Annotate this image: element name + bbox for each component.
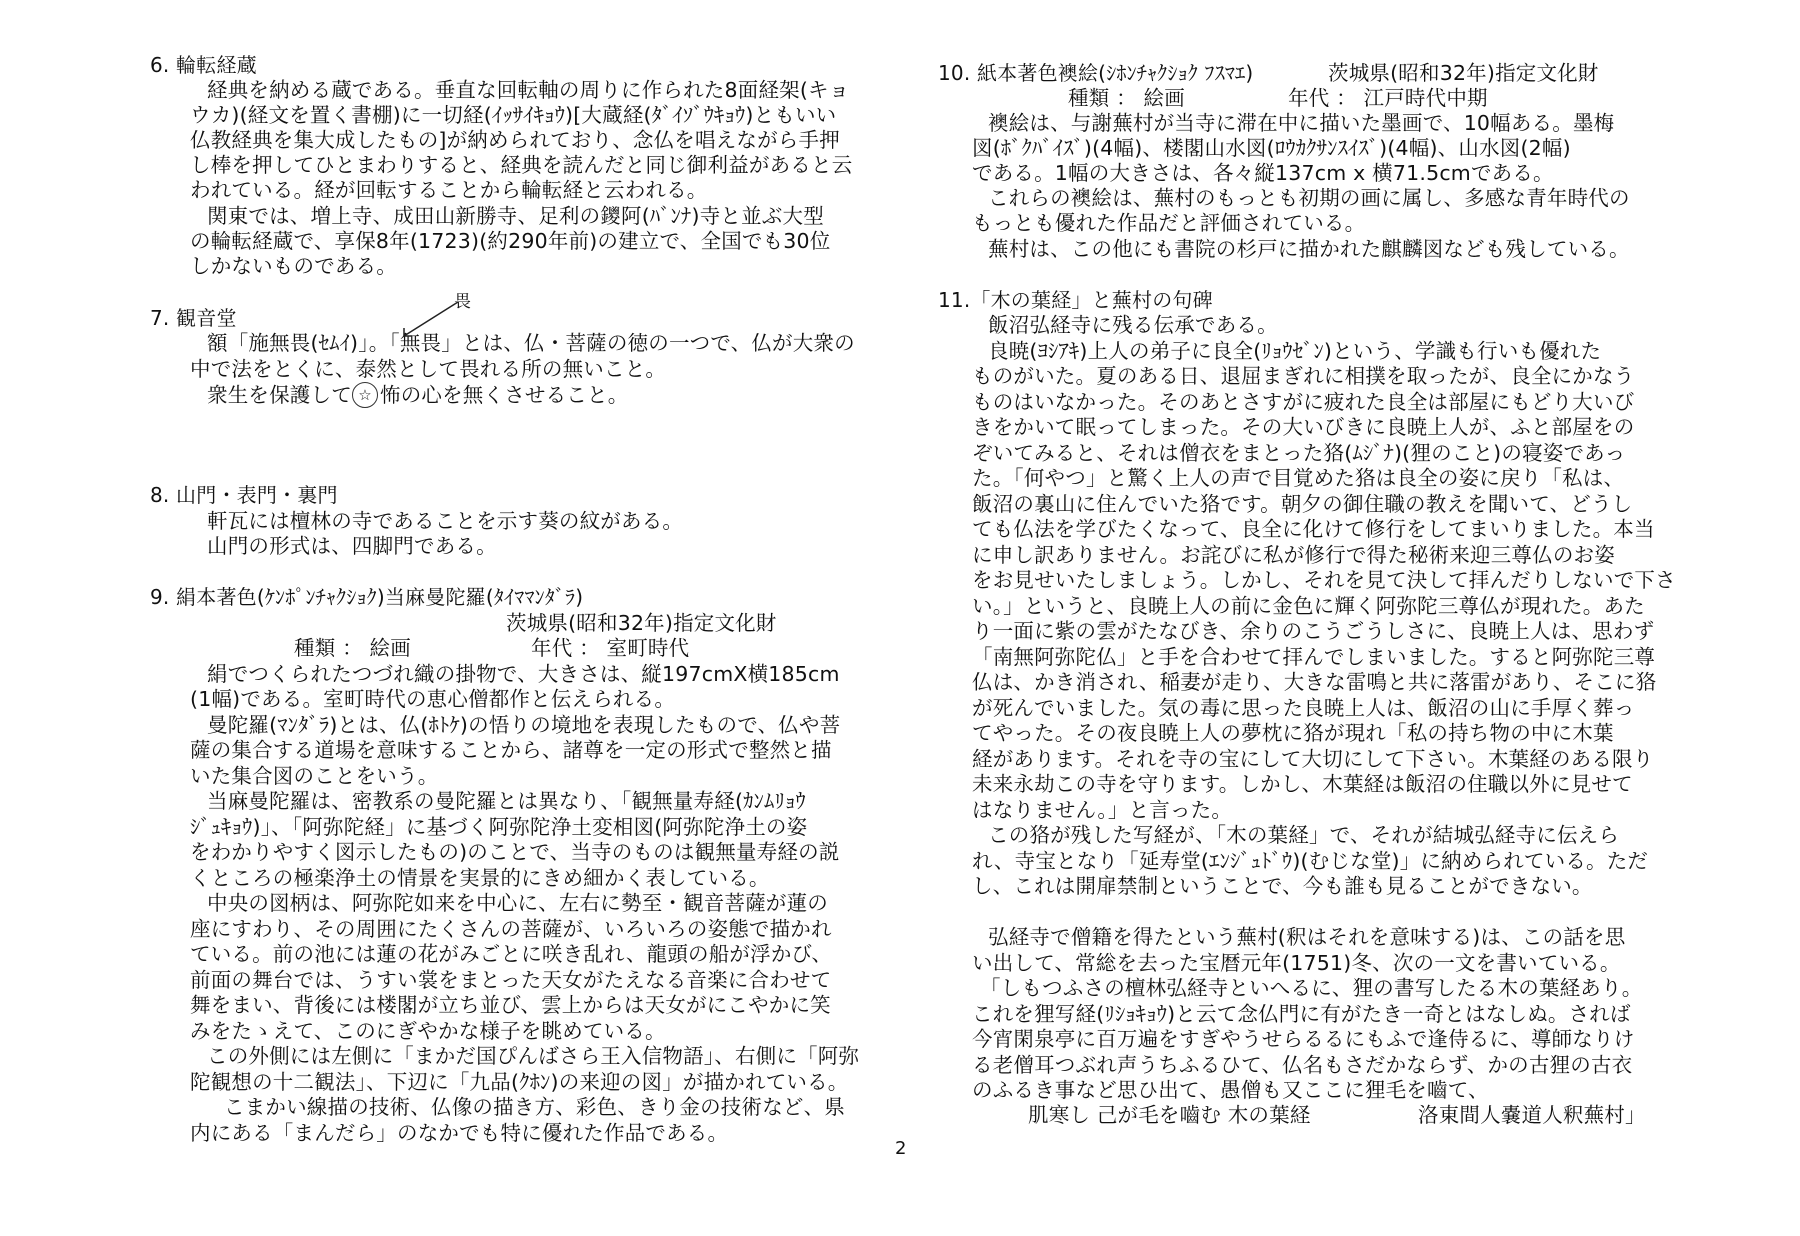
text-line: ものがいた。夏のある日、退屈まぎれに相撲を取ったが、良全にかなう xyxy=(972,364,1635,388)
text-line: 内にある「まんだら」のなかでも特に優れた作品である。 xyxy=(190,1121,729,1145)
text-line: 陀観想の十二観法」、下辺に「九品(ｸﾎﾝ)の来迎の図」が描かれている。 xyxy=(190,1070,849,1094)
text-line: 未来永劫この寺を守ります。しかし、木葉経は飯沼の住職以外に見せて xyxy=(972,772,1633,796)
text-line: し棒を押してひとまわりすると、経典を読んだと同じ御利益があると云 xyxy=(190,153,853,177)
text-line: ものはいなかった。そのあとさすがに疲れた良全は部屋にもどり大いび xyxy=(972,390,1635,414)
text-line: 中で法をとくに、泰然として畏れる所の無いこと。 xyxy=(190,357,667,381)
text-line: 薩の集合する道場を意味することから、諸尊を一定の形式で整然と描 xyxy=(190,738,832,762)
text-line: に申し訳ありません。お詫びに私が修行で得た秘術来迎三尊仏のお姿 xyxy=(972,543,1615,567)
designation-line: 茨城県(昭和32年)指定文化財 xyxy=(1328,61,1599,85)
text-line: の輪転経蔵で、享保8年(1723)(約290年前)の建立で、全国でも30位 xyxy=(190,229,831,253)
text-line: ｼﾞｭｷｮｳ)」、「阿弥陀経」に基づく阿弥陀浄土変相図(阿弥陀浄土の姿 xyxy=(190,815,808,839)
section-9-heading: 9. 絹本著色(ｹﾝﾎﾟﾝﾁｬｸｼｮｸ)当麻曼陀羅(ﾀｲﾏﾏﾝﾀﾞﾗ) xyxy=(150,585,584,609)
text-line: 経があります。それを寺の宝にして大切にして下さい。木葉経のある限り xyxy=(972,747,1654,771)
quote-line: 今宵閑泉亭に百万遍をすぎやうせらるるにもふで逢侍るに、導師なりけ xyxy=(972,1027,1635,1051)
text-line: こまかい線描の技術、仏像の描き方、彩色、きり金の技術など、県 xyxy=(224,1095,845,1119)
signature-line: 洛東間人嚢道人釈蕪村」 xyxy=(1418,1103,1646,1127)
type-label: 種類 ： 絵画 xyxy=(1068,86,1185,110)
text-line: てやった。その夜良暁上人の夢枕に狢が現れ「私の持ち物の中に木葉 xyxy=(972,721,1614,745)
text-line: をわかりやすく図示したもの)のことで、当寺のものは観無量寿経の説 xyxy=(190,840,840,864)
text-line: 座にすわり、その周囲にたくさんの菩薩が、いろいろの姿態で描かれ xyxy=(190,917,832,941)
era-label: 年代 ： 室町時代 xyxy=(531,636,690,660)
text-line: ても仏法を学びたくなって、良全に化けて修行をしてまいりました。本当 xyxy=(972,517,1655,541)
text-line: 曼陀羅(ﾏﾝﾀﾞﾗ)とは、仏(ﾎﾄｹ)の悟りの境地を表現したもので、仏や菩 xyxy=(207,713,841,737)
text-line: いた集合図のことをいう。 xyxy=(190,764,439,788)
text-line: 中央の図柄は、阿弥陀如来を中心に、左右に勢至・観音菩薩が蓮の xyxy=(207,891,828,915)
text-line: 襖絵は、与謝蕪村が当寺に滞在中に描いた墨画で、10幅ある。墨梅 xyxy=(988,111,1615,135)
text-line: 前面の舞台では、うすい裳をまとった天女がたえなる音楽に合わせて xyxy=(190,968,832,992)
text-line: 山門の形式は、四脚門である。 xyxy=(207,534,497,558)
text-line: これらの襖絵は、蕪村のもっとも初期の画に属し、多感な青年時代の xyxy=(988,186,1630,210)
quote-line: これを狸写経(ﾘｼｮｷｮｳ)と云て念仏門に有がたき一奇とはなしぬ。されば xyxy=(972,1002,1631,1026)
section-7-heading: 7. 観音堂 xyxy=(150,306,237,330)
text-line: 怖の心を無くさせること。 xyxy=(380,383,629,407)
era-label: 年代 ： 江戸時代中期 xyxy=(1288,86,1488,110)
text-line: た。「何やつ」と驚く上人の声で目覚めた狢は良全の姿に戻り「私は、 xyxy=(972,466,1625,490)
quote-line: 「しもつふさの檀林弘経寺といへるに、狸の書写したる木の葉経あり。 xyxy=(980,976,1643,1000)
text-line: はなりません。」と言った。 xyxy=(972,798,1233,822)
haiku-line: 肌寒し 己が毛を嚙む 木の葉経 xyxy=(1028,1103,1311,1127)
text-line: われている。経が回転することから輪転経と云われる。 xyxy=(190,178,708,202)
text-line: みをたゝえて、このにぎやかな様子を眺めている。 xyxy=(190,1019,666,1043)
text-line: 経典を納める蔵である。垂直な回転軸の周りに作られた8面経架(キョ xyxy=(207,78,850,102)
text-line: 軒瓦には檀林の寺であることを示す葵の紋がある。 xyxy=(207,509,684,533)
text-line: 蕪村は、この他にも書院の杉戸に描かれた麒麟図なども残している。 xyxy=(988,237,1630,261)
text-line: 当麻曼陀羅は、密教系の曼陀羅とは異なり、「観無量寿経(ｶﾝﾑﾘｮｳ xyxy=(207,789,806,813)
text-line: ウカ)(経文を置く書棚)に一切経(ｲｯｻｲｷｮｳ)[大蔵経(ﾀﾞｲｿﾞｳｷｮｳ)ともいい xyxy=(190,103,837,127)
text-line: 弘経寺で僧籍を得たという蕪村(釈はそれを意味する)は、この話を思 xyxy=(988,925,1626,949)
text-line: 衆生を保護して xyxy=(207,383,352,407)
section-6-heading: 6. 輪転経蔵 xyxy=(150,53,257,77)
text-line: れ、寺宝となり「延寿堂(ｴﾝｼﾞｭﾄﾞｳ)(むじな堂)」に納められている。ただ xyxy=(972,849,1649,873)
text-line: 「南無阿弥陀仏」と手を合わせて拝んでしまいました。すると阿弥陀三尊 xyxy=(972,645,1656,669)
text-line: しかないものである。 xyxy=(190,254,397,278)
text-line: 額「施無畏(ｾﾑｲ)」。「無畏」とは、仏・菩薩の徳の一つで、仏が大衆の xyxy=(207,331,855,355)
circled-star-mark: ☆ xyxy=(352,382,378,408)
text-line: 関東では、増上寺、成田山新勝寺、足利の鑁阿(ﾊﾞﾝﾅ)寺と並ぶ大型 xyxy=(207,204,824,228)
text-line: 飯沼弘経寺に残る伝承である。 xyxy=(988,313,1278,337)
page-number: 2 xyxy=(895,1138,907,1159)
handwritten-arrow-mark xyxy=(400,296,462,340)
text-line: 絹でつくられたつづれ織の掛物で、大きさは、縦197cmX横185cm xyxy=(207,662,840,686)
text-line: である。1幅の大きさは、各々縦137cm x 横71.5cmである。 xyxy=(972,161,1554,185)
type-label: 種類 ： 絵画 xyxy=(294,636,411,660)
text-line: り一面に紫の雲がたなびき、余りのこうごうしさに、良暁上人は、思わず xyxy=(972,619,1655,643)
handwritten-margin-kanji: 畏 xyxy=(454,292,471,312)
section-8-heading: 8. 山門・表門・裏門 xyxy=(150,483,338,507)
text-line: 仏教経典を集大成したもの]が納められており、念仏を唱えながら手押 xyxy=(190,128,840,152)
text-line: この狢が残した写経が、「木の葉経」で、それが結城弘経寺に伝えら xyxy=(988,823,1620,847)
quote-line: る老僧耳つぶれ声うちふるひて、仏名もさだかならず、かの古狸の古衣 xyxy=(972,1053,1633,1077)
text-line: い。」というと、良暁上人の前に金色に輝く阿弥陀三尊仏が現れた。あた xyxy=(972,594,1645,618)
text-line: もっとも優れた作品だと評価されている。 xyxy=(972,211,1366,235)
quote-line: のふるき事など思ひ出て、愚僧も又ここに狸毛を嚙て、 xyxy=(972,1078,1489,1102)
text-line: 舞をまい、背後には楼閣が立ち並び、雲上からは天女がにこやかに笑 xyxy=(190,993,831,1017)
section-10-heading: 10. 紙本著色襖絵(ｼﾎﾝﾁｬｸｼｮｸ ﾌｽﾏｴ) xyxy=(938,61,1254,85)
text-line: 良暁(ﾖｼｱｷ)上人の弟子に良全(ﾘｮｳｾﾞﾝ)という、学識も行いも優れた xyxy=(988,339,1602,363)
text-line: この外側には左側に「まかだ国ぴんばさら王入信物語」、右側に「阿弥 xyxy=(207,1044,860,1068)
text-line: きをかいて眠ってしまった。その大いびきに良暁上人が、ふと部屋をの xyxy=(972,415,1635,439)
text-line: 仏は、かき消され、稲妻が走り、大きな雷鳴と共に落雷があり、そこに狢 xyxy=(972,670,1657,694)
text-line: くところの極楽浄土の情景を実景的にきめ細かく表している。 xyxy=(190,866,770,890)
text-line: い出して、常総を去った宝暦元年(1751)冬、次の一文を書いている。 xyxy=(972,951,1621,975)
text-line: 図(ﾎﾞｸﾊﾞｲｽﾞ)(4幅)、楼閣山水図(ﾛｳｶｸｻﾝｽｲｽﾞ)(4幅)、山水図(2幅) xyxy=(972,136,1571,160)
text-line: をお見せいたしましょう。しかし、それを見て決して拝んだりしないで下さ xyxy=(972,568,1676,592)
text-line: (1幅)である。室町時代の恵心僧都作と伝えられる。 xyxy=(190,687,676,711)
text-line: 飯沼の裏山に住んでいた狢です。朝夕の御住職の教えを聞いて、どうし xyxy=(972,492,1633,516)
designation-line: 茨城県(昭和32年)指定文化財 xyxy=(506,611,777,635)
text-line: し、これは開扉禁制ということで、今も誰も見ることができない。 xyxy=(972,874,1593,898)
text-line: が死んでいました。気の毒に思った良暁上人は、飯沼の山に手厚く葬っ xyxy=(972,696,1635,720)
text-line: ぞいてみると、それは僧衣をまとった狢(ﾑｼﾞﾅ)(狸のこと)の寝姿であっ xyxy=(972,441,1626,465)
text-line: ている。前の池には蓮の花がみごとに咲き乱れ、龍頭の船が浮かび、 xyxy=(190,942,833,966)
section-11-heading: 11.「木の葉経」と蕪村の句碑 xyxy=(938,288,1213,312)
